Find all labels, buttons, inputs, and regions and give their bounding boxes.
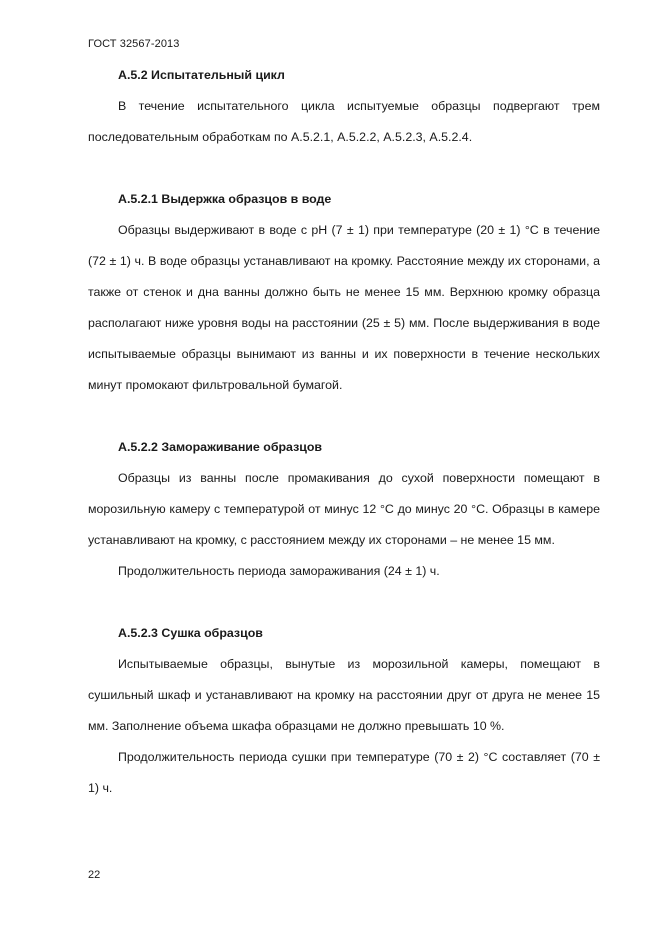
paragraph-a523-1: Испытываемые образцы, вынутые из морозильной камеры, помещают в сушильный шкаф и устанавливают на кромку на расстоянии друг от друга не менее 15 мм. Заполнение объема шкафа образцами не должно превышать 10 %. (88, 657, 600, 733)
paragraph-a522-1: Образцы из ванны после промакивания до сухой поверхности помещают в морозильную камеру с температурой от минус 12 °С до минус 20 °С. Образцы в камере устанавливают на кромку, с расстоянием между их сторонами – не менее 15 мм. (88, 471, 600, 547)
paragraph-a521-1: Образцы выдерживают в воде с pH (7 ± 1) при температуре (20 ± 1) °С в течение (72 ± 1) ч. В воде образцы устанавливают на кромку. Расстояние между их сторонами, а также от стенок и дна ванны должно быть не менее 15 мм. Верхнюю кромку образца располагают ниже уровня воды на расстоянии (25 ± 5) мм. После выдерживания в воде испытываемые образцы вынимают из ванны и их поверхности в течение нескольких минут промокают фильтровальной бумагой. (88, 223, 600, 392)
document-body (88, 60, 600, 804)
paragraph-a522-2: Продолжительность периода замораживания (24 ± 1) ч. (118, 564, 440, 578)
section-title-a522: А.5.2.2 Замораживание образцов (118, 440, 323, 454)
page-number: 22 (88, 869, 101, 881)
spacer (88, 153, 600, 184)
document-header: ГОСТ 32567-2013 (88, 38, 180, 50)
spacer (88, 401, 600, 432)
section-title-a52: А.5.2 Испытательный цикл (118, 68, 285, 82)
spacer (88, 587, 600, 618)
section-title-a521: А.5.2.1 Выдержка образцов в воде (118, 192, 332, 206)
section-title-a523: А.5.2.3 Сушка образцов (118, 626, 263, 640)
paragraph-a52-1: В течение испытательного цикла испытуемые образцы подвергают трем последовательным обработкам по А.5.2.1, А.5.2.2, А.5.2.3, А.5.2.4. (88, 99, 600, 144)
paragraph-a523-2: Продолжительность периода сушки при температуре (70 ± 2) °С составляет (70 ± 1) ч. (88, 750, 600, 795)
